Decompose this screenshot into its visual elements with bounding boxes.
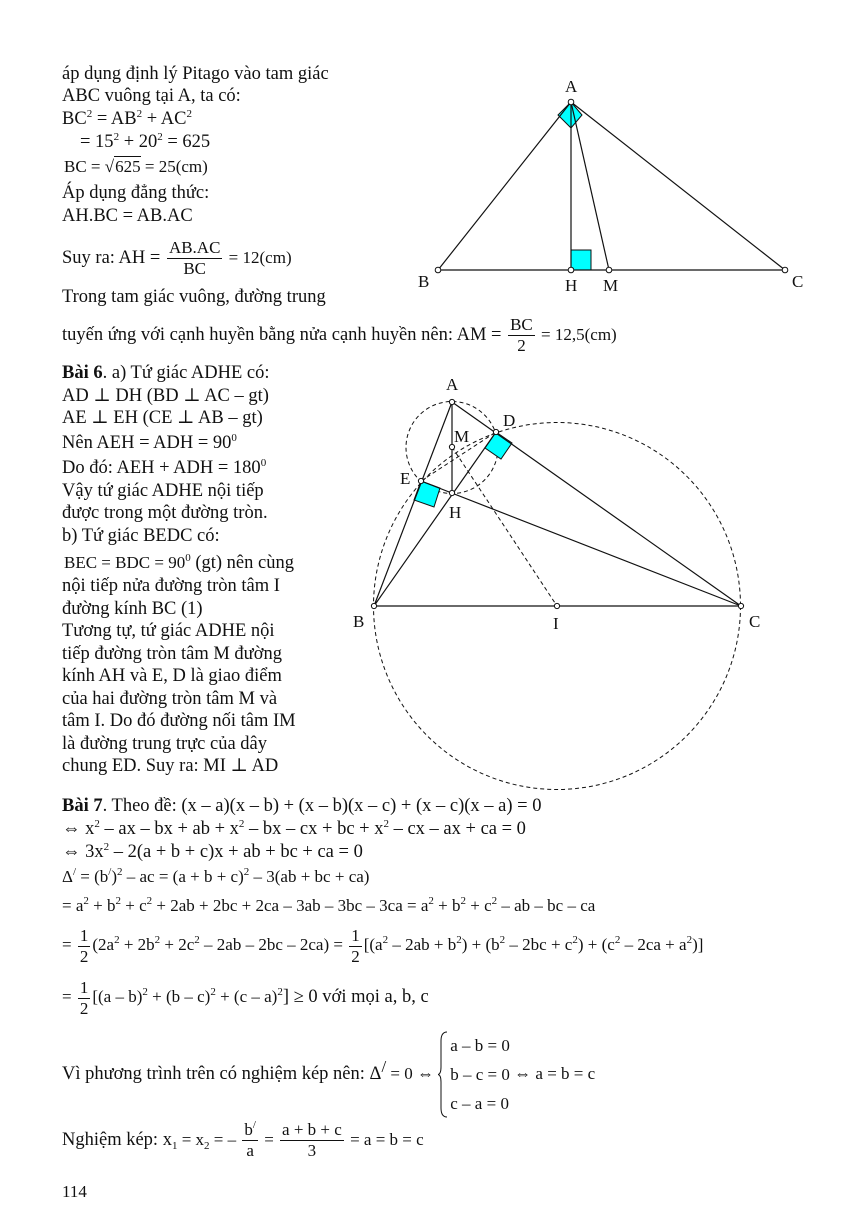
text-line: ABC vuông tại A, ta có: [62, 86, 241, 106]
equation-line: = $a^2 + b^2 + c^2 + 2ab + 2bc + 2ca - 3ab - 3bc - 3ca = a^2 + b^2 + c^2$ – ab – bc – ca [62, 895, 596, 915]
label-E: E [400, 469, 411, 488]
text-line: b) Tứ giác BEDC có: [62, 526, 220, 546]
equation-line: Suy ra: AH = $\frac{AB.AC}{BC}$ = 12(cm) [62, 238, 292, 279]
equation-line: AH.BC = AB.AC [62, 206, 193, 226]
label-M: M [454, 427, 470, 446]
label-I: I [553, 614, 559, 633]
point-C [738, 603, 743, 608]
point-I [554, 603, 559, 608]
text-line: tâm I. Do đó đường nối tâm IM [62, 711, 296, 731]
label-H: H [565, 276, 578, 295]
text-line: là đường trung trực của dây [62, 734, 268, 754]
label-A: A [565, 77, 578, 96]
figure-orthocenter [0, 360, 868, 800]
equation-line: tuyến ứng với cạnh huyền bằng nửa cạnh huyền nên: AM = $\frac{BC}{2}$ = 12,5(cm) [62, 315, 617, 356]
text-line: Tương tự, tứ giác ADHE nội [62, 621, 275, 641]
exercise-heading: Bài 6. a) Tứ giác ADHE có: [62, 363, 270, 383]
exercise-title: Bài 6 [62, 363, 103, 383]
text-line: Trong tam giác vuông, đường trung [62, 287, 326, 307]
label-M: M [603, 276, 619, 295]
equation-line: = $15^2 + 20^2 = 625$ [80, 131, 211, 152]
segment-AB [374, 402, 452, 606]
text-line: được trong một đường tròn. [62, 503, 268, 523]
figure-right-triangle [0, 0, 868, 300]
text-line: AE ⊥ EH (CE ⊥ AB – gt) [62, 408, 263, 428]
right-angle-marker-E [414, 481, 440, 507]
text-line: AD ⊥ DH (BD ⊥ AC – gt) [62, 386, 269, 406]
label-C: C [792, 272, 804, 291]
equation-line: Nghiệm kép: $x_1 = x_2$ = – $\frac{b^/}{a}$ = $\frac{a + b + c}{3}$ = a = b = c [62, 1119, 424, 1161]
point-B [435, 267, 441, 273]
equation-line: $BC^2 = AB^2 + AC^2$ [62, 108, 192, 129]
dashed-segment-MI [452, 447, 557, 606]
point-H [568, 267, 574, 273]
point-H [449, 490, 454, 495]
label-D: D [503, 411, 516, 430]
point-D [493, 429, 498, 434]
equation-system [438, 1031, 510, 1118]
point-A [449, 399, 454, 404]
equation-line: Nên AEH = ADH = $90^0$ [62, 432, 237, 453]
equation-line: Do đó: AEH + ADH = $180^0$ [62, 457, 267, 478]
equation-line: Vì phương trình trên có nghiệm kép nên: Δ/ = 0 ⇔ a – b = 0 b – c = 0 c – a = 0 ⇔ a = b = c [62, 1030, 595, 1118]
system-row: a – b = 0 [450, 1036, 510, 1056]
label-C: C [749, 612, 761, 631]
label-H: H [449, 503, 462, 522]
label-B: B [353, 612, 365, 631]
text-line: kính AH và E, D là giao điểm [62, 666, 282, 686]
label-A: A [446, 375, 459, 394]
system-row: b – c = 0 [450, 1065, 510, 1085]
equation-line: = $\frac{1}{2}$ [(a – b)$^2$ + (b – c)$^2$ + (c – a)$^2$] ≥ 0 với mọi a, b, c [62, 977, 429, 1018]
point-A [568, 99, 574, 105]
text-line: Áp dụng đẳng thức: [62, 183, 210, 203]
point-E [418, 478, 423, 483]
text-line: chung ED. Suy ra: MI ⊥ AD [62, 756, 279, 776]
text-line: nội tiếp nửa đường tròn tâm I [62, 576, 280, 596]
text-line: đường kính BC (1) [62, 599, 203, 619]
segment-BD [374, 432, 496, 606]
page-number: 114 [62, 1182, 87, 1201]
equation-line: ⇔ $3x^2 - 2(a + b + c)x$ + ab + bc + ca = 0 [62, 841, 363, 862]
system-row: c – a = 0 [450, 1094, 509, 1114]
exercise-title: Bài 7 [62, 796, 103, 816]
equation-line: = $\frac{1}{2}$ $(2a^2 + 2b^2 + 2c^2 - 2ab - 2bc - 2ca)$ = $\frac{1}{2}$ $[(a^2 - 2ab + b^2) + (b^2 - 2bc + c^2) + (c^2 - 2ca + a^2)]$ [62, 925, 704, 966]
segment-AB [438, 102, 571, 270]
text-line: Vậy tứ giác ADHE nội tiếp [62, 481, 264, 501]
left-brace-icon [438, 1031, 448, 1118]
text-line: tiếp đường tròn tâm M đường [62, 644, 282, 664]
label-B: B [418, 272, 430, 291]
equation-line: BC = √625 = 25(cm) [64, 157, 208, 176]
right-angle-marker-H [571, 250, 591, 270]
exercise-heading: Bài 7. Theo đề: (x – a)(x – b) + (x – b)(x – c) + (x – c)(x – a) = 0 [62, 796, 542, 816]
segment-CE [421, 481, 741, 606]
point-B [371, 603, 376, 608]
equation-line: BEC = BDC = $90^0$ (gt) nên cùng [64, 552, 294, 573]
text-line: áp dụng định lý Pitago vào tam giác [62, 64, 329, 84]
equation-line: $\Delta^/ = (b^/)^2$ – ac = $(a + b + c)^2 - 3(ab$ + bc + ca) [62, 866, 370, 886]
right-angle-marker-A [558, 102, 582, 128]
point-M [606, 267, 612, 273]
text-line: của hai đường tròn tâm M và [62, 689, 278, 709]
equation-line: ⇔ $x^2$ – ax – bx + ab + $x^2$ – bx – cx + bc + $x^2$ – cx – ax + ca = 0 [62, 818, 526, 839]
point-C [782, 267, 788, 273]
